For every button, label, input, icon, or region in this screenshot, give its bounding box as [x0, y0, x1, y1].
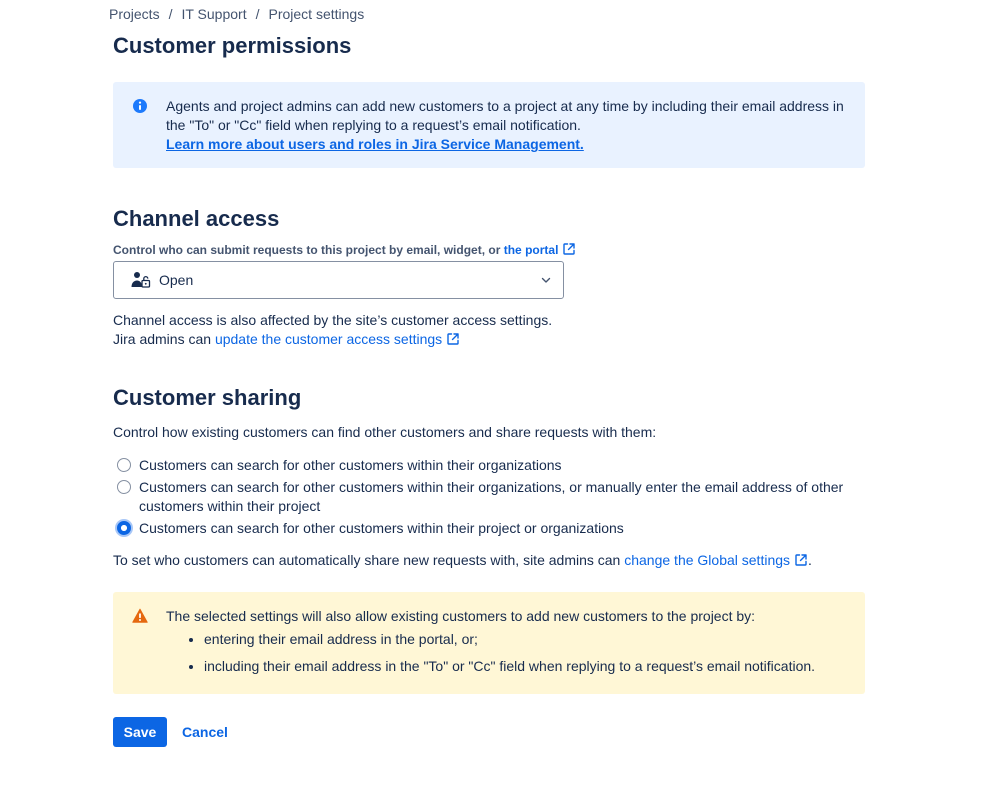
person-unlock-icon [131, 271, 151, 289]
channel-access-help-prefix: Jira admins can [113, 331, 212, 347]
channel-access-select[interactable] [113, 261, 564, 299]
list-item: • including their email address in the "To" or "Cc" field when replying to a request’s email notification. [204, 657, 845, 676]
page-title: Customer permissions [113, 33, 352, 58]
channel-access-label [113, 242, 576, 257]
info-icon [132, 98, 148, 114]
sharing-option-label: Customers can search for other customers within their organizations, or manually enter the email address of other customers within their project [139, 479, 844, 514]
breadcrumb-project-settings[interactable]: Project settings [268, 6, 365, 22]
customer-sharing-title: Customer sharing [113, 385, 302, 410]
sharing-option-label: Customers can search for other customers within their organizations [139, 457, 562, 473]
save-button[interactable]: Save [113, 717, 167, 747]
warning-panel-list [166, 630, 845, 676]
external-link-icon[interactable] [446, 332, 460, 346]
portal-link[interactable]: the portal [503, 243, 559, 257]
list-item: • entering their email address in the portal, or; [204, 630, 845, 649]
external-link-icon[interactable] [562, 242, 576, 256]
customer-sharing-description: Control how existing customers can find other customers and share requests with them: [113, 424, 657, 440]
chevron-down-icon [540, 274, 552, 286]
change-global-settings-link[interactable]: change the Global settings [624, 552, 791, 568]
sharing-option-label: Customers can search for other customers within their project or organizations [139, 520, 624, 536]
radio-button[interactable] [117, 458, 131, 472]
channel-access-label-text: Control who can submit requests to this project by email, widget, or [113, 243, 501, 257]
radio-button[interactable] [117, 480, 131, 494]
info-panel [113, 82, 865, 168]
channel-access-help-line1: Channel access is also affected by the site’s customer access settings. [113, 312, 553, 328]
global-settings-prefix: To set who customers can automatically share new requests with, site admins can [113, 552, 621, 568]
sharing-option-organizations-or-email[interactable] [117, 478, 865, 516]
sharing-option-project-or-organizations[interactable] [117, 519, 865, 538]
radio-button-selected[interactable] [117, 521, 131, 535]
breadcrumb-it-support[interactable]: IT Support [181, 6, 247, 22]
info-panel-text: Agents and project admins can add new customers to a project at any time by including their email address in the "To" or "Cc" field when replying to a request’s email notification. [166, 98, 844, 133]
channel-access-help-line2 [113, 330, 552, 349]
learn-more-link[interactable]: Learn more about users and roles in Jira Service Management. [166, 136, 584, 152]
channel-access-select-value: Open [159, 272, 194, 288]
global-settings-suffix: . [808, 552, 812, 568]
channel-access-title: Channel access [113, 206, 280, 231]
warning-panel [113, 592, 865, 694]
warning-panel-text: The selected settings will also allow existing customers to add new customers to the project by: [166, 608, 756, 624]
breadcrumb-separator: / [255, 6, 260, 22]
update-customer-access-link[interactable]: update the customer access settings [214, 331, 443, 347]
cancel-button[interactable]: Cancel [176, 717, 234, 747]
breadcrumb-projects[interactable]: Projects [109, 6, 160, 22]
external-link-icon[interactable] [794, 553, 808, 567]
sharing-option-organizations[interactable] [117, 456, 865, 475]
warning-icon [132, 608, 148, 624]
global-settings-help [113, 552, 812, 568]
breadcrumb [109, 6, 364, 22]
breadcrumb-separator: / [168, 6, 173, 22]
channel-access-help [113, 311, 552, 349]
